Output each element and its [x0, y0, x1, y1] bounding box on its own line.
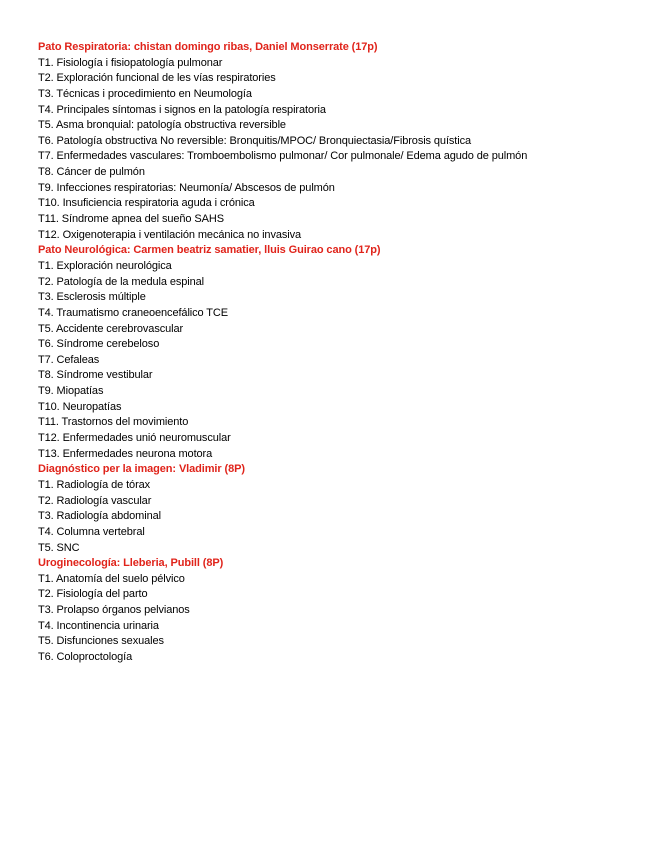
topic-item: T11. Síndrome apnea del sueño SAHS — [38, 213, 224, 226]
topic-item: T2. Fisiología del parto — [38, 588, 148, 601]
topic-item: T1. Radiología de tórax — [38, 478, 151, 491]
topic-item: T3. Radiología abdominal — [38, 510, 161, 523]
topic-item: T2. Radiología vascular — [38, 494, 152, 507]
topic-item: T7. Cefaleas — [38, 353, 100, 366]
section-heading: Diagnóstico per la imagen: Vladimir (8P) — [38, 463, 245, 476]
topic-item: T1. Exploración neurológica — [38, 259, 172, 272]
topic-item: T6. Síndrome cerebeloso — [38, 338, 160, 351]
topic-item: T4. Traumatismo craneoencefálico TCE — [38, 306, 229, 319]
section-heading: Pato Respiratoria: chistan domingo ribas, Daniel Monserrate (17p) — [38, 41, 378, 53]
document-page — [38, 40, 638, 666]
topic-item: T7. Enfermedades vasculares: Tromboembolismo pulmonar/ Cor pulmonale/ Edema agudo de pulmón — [38, 150, 528, 163]
topic-item: T6. Patología obstructiva No reversible: Bronquitis/MPOC/ Bronquiectasia/Fibrosis quística — [38, 134, 472, 147]
section-pato-respiratoria — [38, 40, 638, 243]
topic-item: T12. Oxigenoterapia i ventilación mecánica no invasiva — [38, 228, 302, 241]
topic-item: T5. Accidente cerebrovascular — [38, 322, 184, 335]
topic-item: T3. Esclerosis múltiple — [38, 291, 146, 304]
topic-item: T6. Coloproctología — [38, 650, 133, 663]
topic-item: T1. Anatomía del suelo pélvico — [38, 572, 185, 585]
topic-item: T10. Insuficiencia respiratoria aguda i crónica — [38, 197, 255, 210]
section-heading: Pato Neurológica: Carmen beatriz samatier, lluis Guirao cano (17p) — [38, 244, 381, 257]
topic-item: T5. Asma bronquial: patología obstructiva reversible — [38, 119, 286, 132]
section-pato-neurologica — [38, 243, 638, 462]
topic-item: T8. Síndrome vestibular — [38, 369, 153, 382]
topic-item: T2. Patología de la medula espinal — [38, 275, 204, 288]
topic-item: T2. Exploración funcional de les vías respiratories — [38, 72, 276, 85]
topic-item: T3. Técnicas i procedimiento en Neumología — [38, 87, 252, 100]
topic-item: T9. Infecciones respiratorias: Neumonía/ Abscesos de pulmón — [38, 181, 335, 194]
topic-item: T4. Incontinencia urinaria — [38, 619, 159, 632]
section-uroginecologia — [38, 556, 638, 665]
section-diagnostico-imagen — [38, 462, 638, 556]
topic-item: T5. SNC — [38, 541, 80, 554]
section-heading: Uroginecología: Lleberia, Pubill (8P) — [38, 557, 224, 570]
topic-item: T12. Enfermedades unió neuromuscular — [38, 432, 231, 445]
topic-item: T8. Cáncer de pulmón — [38, 166, 145, 179]
topic-item: T5. Disfunciones sexuales — [38, 635, 164, 648]
topic-item: T4. Principales síntomas i signos en la patología respiratoria — [38, 103, 326, 116]
topic-item: T1. Fisiología i fisiopatología pulmonar — [38, 56, 223, 69]
topic-item: T13. Enfermedades neurona motora — [38, 447, 213, 460]
topic-item: T4. Columna vertebral — [38, 525, 145, 538]
topic-item: T9. Miopatías — [38, 385, 104, 398]
topic-item: T10. Neuropatías — [38, 400, 122, 413]
topic-item: T11. Trastornos del movimiento — [38, 416, 189, 429]
topic-item: T3. Prolapso órganos pelvianos — [38, 604, 190, 617]
